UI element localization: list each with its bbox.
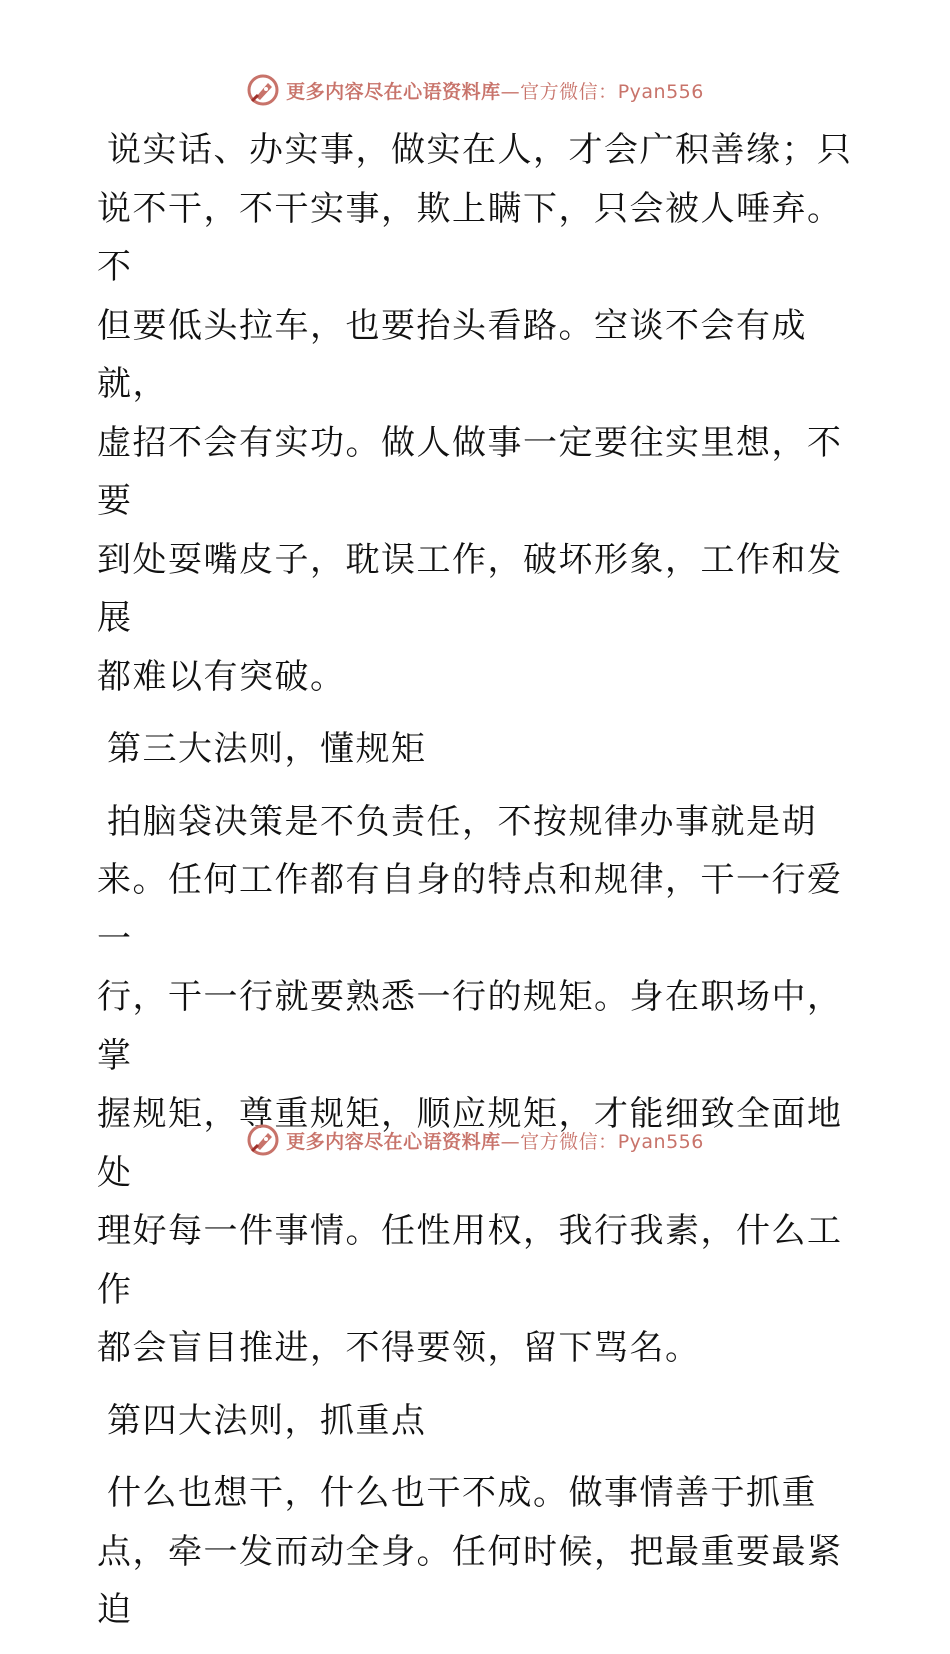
pen-nib-logo-icon (246, 1123, 280, 1157)
pen-nib-logo-icon (246, 73, 280, 107)
watermark-separator: — (500, 1130, 521, 1153)
heading-text: 第四大法则，抓重点 (107, 1400, 427, 1441)
watermark-separator: — (500, 80, 521, 103)
section-heading (97, 720, 857, 779)
text-line: 到处耍嘴皮子，耽误工作，破坏形象，工作和发展 (97, 539, 843, 638)
text-line: 都难以有突破。 (97, 656, 346, 697)
text-line: 都会盲目推进，不得要领，留下骂名。 (97, 1328, 701, 1368)
text-line: 拍脑袋决策是不负责任，不按规律办事就是胡 (107, 801, 817, 842)
paragraph (97, 793, 857, 1378)
paragraph (97, 121, 857, 706)
text-line: 点，牵一发而动全身。任何时候，把最重要最紧迫 (97, 1531, 843, 1630)
document-body (97, 121, 857, 1654)
watermark-wechat-id: Pyan556 (617, 1130, 704, 1153)
text-line: 说不干，不干实事，欺上瞒下，只会被人唾弃。不 (97, 188, 843, 287)
text-line: 什么也想干，什么也干不成。做事情善于抓重 (107, 1473, 817, 1513)
watermark-site-text: 更多内容尽在心语资料库 (286, 80, 501, 103)
text-line: 握规矩，尊重规矩，顺应规矩，才能细致全面地处 (97, 1094, 843, 1193)
text-line: 虚招不会有实功。做人做事一定要往实里想，不要 (97, 422, 843, 521)
header-watermark (0, 70, 950, 110)
watermark-wechat-id: Pyan556 (617, 80, 704, 103)
watermark-wechat-label: 官方微信： (520, 80, 618, 103)
text-line: 但要低头拉车，也要抬头看路。空谈不会有成就， (97, 305, 807, 404)
text-line: 理好每一件事情。任性用权，我行我素，什么工作 (97, 1211, 843, 1310)
watermark-wechat-label: 官方微信： (520, 1130, 618, 1153)
watermark-site-text: 更多内容尽在心语资料库 (286, 1130, 501, 1153)
watermark-text (286, 1127, 704, 1154)
heading-text: 第三大法则，懂规矩 (107, 729, 427, 769)
watermark-text (286, 77, 704, 104)
section-heading (97, 1392, 857, 1451)
text-line: 来。任何工作都有自身的特点和规律，干一行爱一 (97, 860, 843, 959)
text-line: 行，干一行就要熟悉一行的规矩。身在职场中，掌 (97, 977, 843, 1076)
text-line: 说实话、办实事，做实在人，才会广积善缘；只 (107, 130, 853, 170)
paragraph (97, 1464, 857, 1640)
footer-watermark (0, 1120, 950, 1160)
